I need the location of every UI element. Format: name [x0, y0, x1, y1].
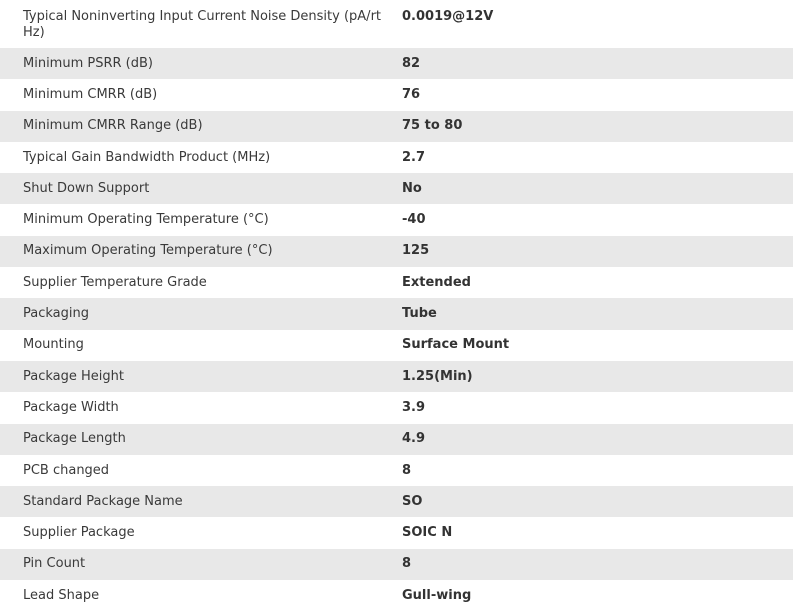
- spec-label: Minimum PSRR (dB): [0, 48, 388, 79]
- spec-label: Supplier Temperature Grade: [23, 274, 207, 290]
- spec-label: Standard Package Name: [0, 486, 388, 517]
- spec-value: Tube: [388, 298, 793, 329]
- spec-label: Minimum CMRR Range (dB): [0, 111, 388, 142]
- table-row: [0, 204, 793, 235]
- table-row: [0, 486, 793, 517]
- spec-value: 125: [388, 236, 793, 267]
- spec-label: Package Length: [0, 424, 388, 455]
- spec-value: 1.25(Min): [388, 361, 793, 392]
- table-row: [0, 517, 793, 548]
- spec-value: 4.9: [388, 424, 793, 455]
- spec-value: Surface Mount: [402, 337, 510, 353]
- spec-label: Supplier Package: [23, 525, 135, 541]
- spec-value: 8: [388, 549, 793, 580]
- spec-label: Package Height: [0, 361, 388, 392]
- table-row: [0, 361, 793, 392]
- spec-label: Minimum Operating Temperature (°C): [23, 212, 269, 228]
- spec-value: SOIC N: [402, 525, 453, 541]
- table-row: [0, 580, 793, 604]
- table-row: [0, 142, 793, 173]
- spec-value: 75 to 80: [388, 111, 793, 142]
- table-row: [0, 48, 793, 79]
- spec-label: Package Width: [23, 399, 119, 415]
- spec-value: 82: [388, 48, 793, 79]
- table-row: [0, 79, 793, 110]
- spec-value: Extended: [402, 274, 471, 290]
- spec-label: Maximum Operating Temperature (°C): [0, 236, 388, 267]
- table-row: [0, 0, 793, 48]
- table-row: [0, 455, 793, 486]
- spec-value: 2.7: [402, 149, 426, 165]
- table-row: [0, 330, 793, 361]
- spec-value: Gull-wing: [402, 587, 472, 603]
- spec-label: Typical Noninverting Input Current Noise Density (pA/rt Hz): [23, 9, 382, 40]
- table-row: [0, 424, 793, 455]
- table-row: [0, 298, 793, 329]
- spec-label: Minimum CMRR (dB): [23, 86, 158, 102]
- spec-value: 0.0019@12V: [402, 9, 494, 24]
- spec-value: -40: [402, 212, 426, 228]
- spec-value: No: [388, 173, 793, 204]
- spec-label: Lead Shape: [23, 587, 100, 603]
- spec-value: SO: [388, 486, 793, 517]
- table-row: [0, 267, 793, 298]
- spec-label: Pin Count: [0, 549, 388, 580]
- spec-label: Mounting: [23, 337, 84, 353]
- table-row: [0, 392, 793, 423]
- table-row: [0, 549, 793, 580]
- spec-label: Packaging: [0, 298, 388, 329]
- spec-label: Shut Down Support: [0, 173, 388, 204]
- spec-label: PCB changed: [23, 462, 110, 478]
- spec-value: 8: [402, 462, 412, 478]
- spec-value: 3.9: [402, 399, 426, 415]
- spec-label: Typical Gain Bandwidth Product (MHz): [23, 149, 271, 165]
- table-row: [0, 236, 793, 267]
- table-row: [0, 173, 793, 204]
- spec-value: 76: [402, 86, 421, 102]
- table-row: [0, 111, 793, 142]
